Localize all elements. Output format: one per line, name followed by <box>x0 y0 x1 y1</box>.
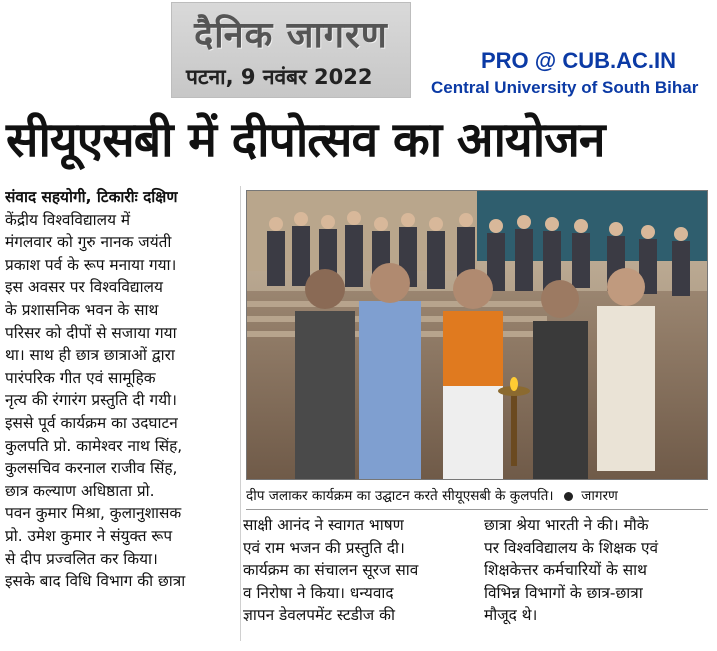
article-line: इसके बाद विधि विभाग की छात्रा <box>5 572 186 591</box>
article-line: शिक्षकेत्तर कर्मचारियों के साथ <box>484 561 647 580</box>
event-photo-illustration <box>247 191 708 480</box>
bullet-icon <box>564 492 573 501</box>
article-line: इस अवसर पर विश्वविद्यालय <box>5 278 163 297</box>
article-line: विभिन्न विभागों के छात्र-छात्रा <box>484 583 643 602</box>
article-line: कुलपति प्रो. कामेश्वर नाथ सिंह, <box>5 436 183 455</box>
headline: सीयूएसबी में दीपोत्सव का आयोजन <box>6 112 605 168</box>
article-line: छात्रा श्रेया भारती ने की। मौके <box>484 516 649 534</box>
article-line: प्रो. उमेश कुमार ने संयुक्त रूप <box>5 526 173 545</box>
article-line: पर विश्वविद्यालय के शिक्षक एवं <box>484 538 659 557</box>
article-line: पारंपरिक गीत एवं सामूहिक <box>5 368 156 387</box>
photo-caption-text: दीप जलाकर कार्यक्रम का उद्घाटन करते सीयूएसबी के कुलपति। <box>246 488 554 504</box>
article-column-3 <box>484 514 710 627</box>
article-line: कार्यक्रम का संचालन सूरज साव <box>243 561 419 580</box>
article-line: इससे पूर्व कार्यक्रम का उदघाटन <box>5 413 178 432</box>
newspaper-logo: दैनिक जागरण <box>194 14 388 56</box>
pro-email: PRO @ CUB.AC.IN <box>481 48 677 73</box>
article-column-1 <box>5 186 235 593</box>
article-line: के प्रशासनिक भवन के साथ <box>5 300 159 319</box>
article-line: छात्र कल्याण अधिष्ठाता प्रो. <box>5 481 155 500</box>
article-line: ज्ञापन डेवलपमेंट स्टडीज की <box>243 606 395 625</box>
photo-caption <box>246 485 708 507</box>
column-divider <box>240 186 241 641</box>
article-line: पवन कुमार मिश्रा, कुलानुशासक <box>5 504 182 523</box>
article-line: व निरोषा ने किया। धन्यवाद <box>243 583 394 602</box>
article-line: से दीप प्रज्वलित कर किया। <box>5 549 158 568</box>
article-line: संवाद सहयोगी, टिकारीः दक्षिण <box>5 188 178 206</box>
university-name: Central University of South Bihar <box>431 78 699 97</box>
article-line: एवं राम भजन की प्रस्तुति दी। <box>243 538 405 557</box>
article-line: कुलसचिव करनाल राजीव सिंह, <box>5 459 178 478</box>
article-column-2 <box>243 514 465 627</box>
article-line: मंगलवार को गुरु नानक जयंती <box>5 233 172 252</box>
article-line: मौजूद थे। <box>484 606 538 625</box>
article-line: केंद्रीय विश्वविद्यालय में <box>5 210 131 229</box>
article-line: था। साथ ही छात्र छात्राओं द्वारा <box>5 346 175 365</box>
article-line: नृत्य की रंगारंग प्रस्तुति दी गयी। <box>5 391 177 410</box>
photo-credit: जागरण <box>581 488 618 504</box>
article-line: प्रकाश पर्व के रूप मनाया गया। <box>5 255 177 274</box>
newspaper-masthead <box>171 2 411 98</box>
article-line: परिसर को दीपों से सजाया गया <box>5 323 177 342</box>
dateline: पटना, 9 नवंबर 2022 <box>186 65 373 89</box>
caption-rule <box>246 509 708 510</box>
event-photo <box>246 190 708 480</box>
article-line: साक्षी आनंद ने स्वागत भाषण <box>243 516 404 534</box>
